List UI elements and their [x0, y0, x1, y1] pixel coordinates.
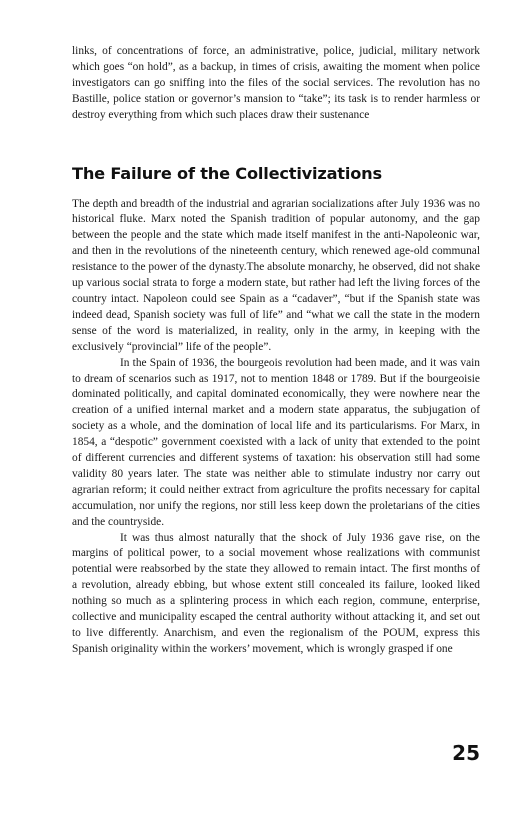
- section-heading: The Failure of the Collectivizations: [72, 163, 382, 183]
- page-number: 25: [452, 741, 480, 765]
- body-paragraph: It was thus almost naturally that the shock of July 1936 gave rise, on the margins of political power, to a social movement whose realizations with communist potential were reabsorbed by the state they allowed to remain intact. The first months of a revolution, already ebbing, but whose extent still concealed its failure, looked liked nothing so much as a splintering process in which each region, commune, enterprise, collective and municipality escaped the central authority without attacking it, and set out to live differently. Anarchism, and even the regionalism of the POUM, express this Spanish originality within the workers’ movement, which is wrongly grasped if one: [72, 531, 480, 655]
- continued-paragraph: links, of concentrations of force, an administrative, police, judicial, military network which goes “on hold”, as a backup, in times of crisis, awaiting the moment when police investigators can go sniffing into the files of the social services. The revolution has no Bastille, police station or governor’s mansion to “take”; its task is to render harmless or destroy everything from which such places draw their sustenance: [72, 45, 480, 121]
- body-paragraph: The depth and breadth of the industrial and agrarian socializations after July 1936 was no historical fluke. Marx noted the Spanish tradition of popular autonomy, and the gap between the people and the state which made itself manifest in the anti-Napoleonic war, and then in the revolutions of the nineteenth century, which renewed age-old communal resistance to the power of the dynasty.The absolute monarchy, he observed, did not shake up various social strata to forge a modern state, but rather had left the living forces of the country intact. Napoleon could see Spain as a “cadaver”, “but if the Spanish state was indeed dead, Spanish society was full of life” and “what we call the state in the modern sense of the word is materialized, in reality, only in the army, in keeping with the exclusively “provincial” life of the people”.: [72, 197, 480, 353]
- body-paragraph: In the Spain of 1936, the bourgeois revolution had been made, and it was vain to dream of scenarios such as 1917, not to mention 1848 or 1789. But if the bourgeoisie dominated politically, and capital dominated economically, they were nowhere near the creation of a unified internal market and a modern state apparatus, the subjugation of society as a whole, and the domination of local life and its particularisms. For Marx, in 1854, a “despotic” government coexisted with a lack of unity that extended to the point of different currencies and different systems of taxation: his observation still had some validity 80 years later. The state was neither able to stimulate industry nor carry out agrarian reform; it could neither extract from agriculture the profits necessary for capital accumulation, nor unify the regions, nor still less keep down the proletarians of the cities and the countryside.: [72, 356, 480, 528]
